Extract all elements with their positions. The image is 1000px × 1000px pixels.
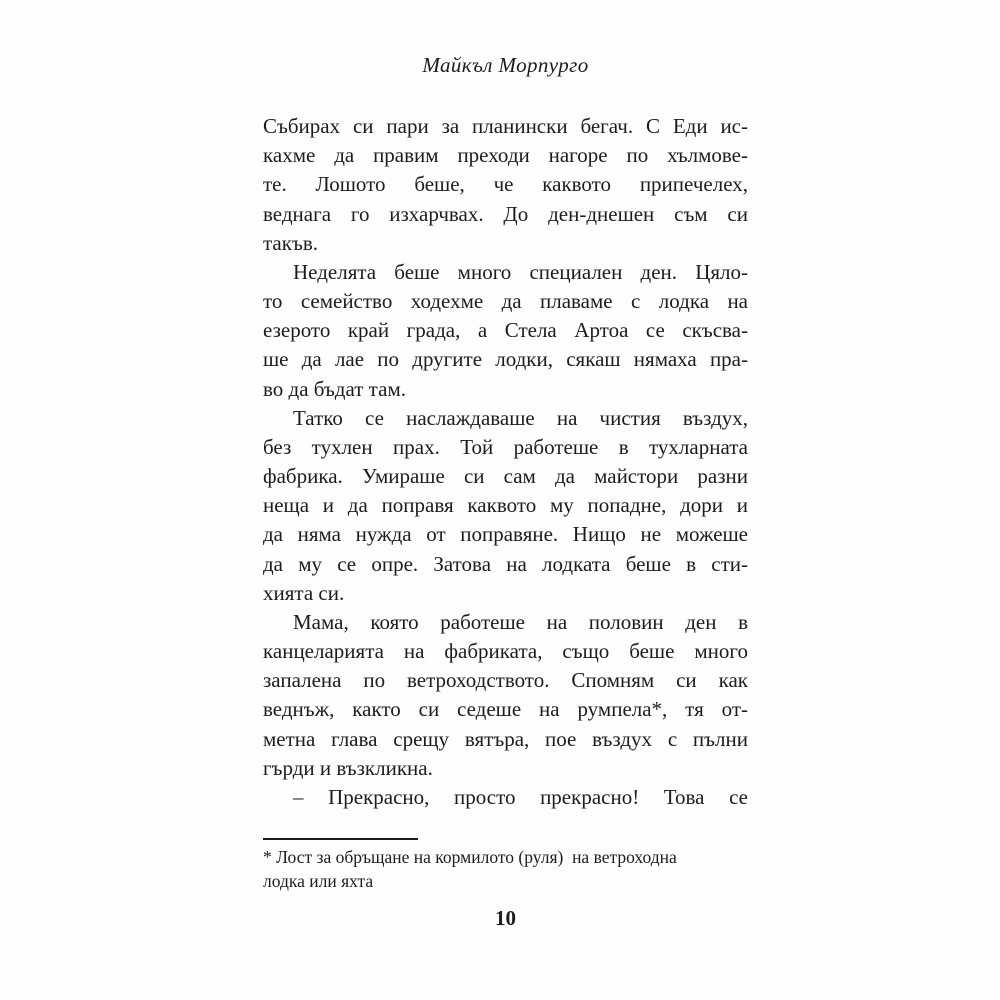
footnote (263, 845, 753, 893)
text-line: ше да лае по другите лодки, сякаш нямаха пра- (263, 347, 748, 372)
text-line: Неделята беше много специален ден. Цяло- (293, 259, 748, 284)
text-line: фабрика. Умираше си сам да майстори разни (263, 464, 748, 489)
running-head: Майкъл Морпурго (422, 53, 589, 77)
text-line: во да бъдат там. (263, 376, 406, 401)
text-line: Мама, която работеше на половин ден в (293, 609, 748, 634)
page-number: 10 (495, 906, 516, 930)
body-text (263, 112, 748, 812)
text-line: канцеларията на фабриката, също беше много (263, 639, 748, 664)
text-line: – Прекрасно, просто прекрасно! Това се (293, 784, 748, 809)
text-line: такъв. (263, 230, 318, 255)
text-line: Събирах си пари за планински бегач. С Еди ис- (263, 114, 748, 138)
paragraph (263, 783, 748, 812)
paragraph (263, 258, 748, 404)
footnote-line: * Лост за обръщане на кормилото (руля) на ветроходна (263, 847, 677, 867)
text-line: гърди и възкликна. (263, 755, 433, 780)
text-line: да му се опре. Затова на лодката беше в сти- (263, 551, 748, 576)
text-line: неща и да поправя каквото му попадне, дори и (263, 493, 748, 518)
paragraph (263, 404, 748, 608)
text-line: езерото край града, а Стела Артоа се скъсва- (263, 318, 748, 343)
text-line: кахме да правим преходи нагоре по хълмове- (263, 143, 748, 168)
text-line: запалена по ветроходството. Спомням си как (263, 668, 748, 693)
text-line: хията си. (263, 580, 345, 605)
footnote-rule (263, 838, 418, 840)
footnote-line: лодка или яхта (263, 871, 374, 891)
text-line: то семейство ходехме да плаваме с лодка на (263, 289, 748, 314)
text-line: да няма нужда от поправяне. Нищо не можеше (263, 522, 748, 547)
text-line: без тухлен прах. Той работеше в тухларната (263, 434, 748, 459)
paragraph (263, 112, 748, 258)
text-line: веднага го изхарчвах. До ден-днешен съм си (263, 201, 748, 226)
paragraph (263, 608, 748, 783)
text-line: Татко се наслаждаваше на чистия въздух, (293, 405, 748, 430)
text-line: веднъж, както си седеше на румпела*, тя от- (263, 697, 748, 722)
text-line: метна глава срещу вятъра, пое въздух с пълни (263, 726, 748, 751)
text-line: те. Лошото беше, че каквото припечелех, (263, 172, 748, 197)
